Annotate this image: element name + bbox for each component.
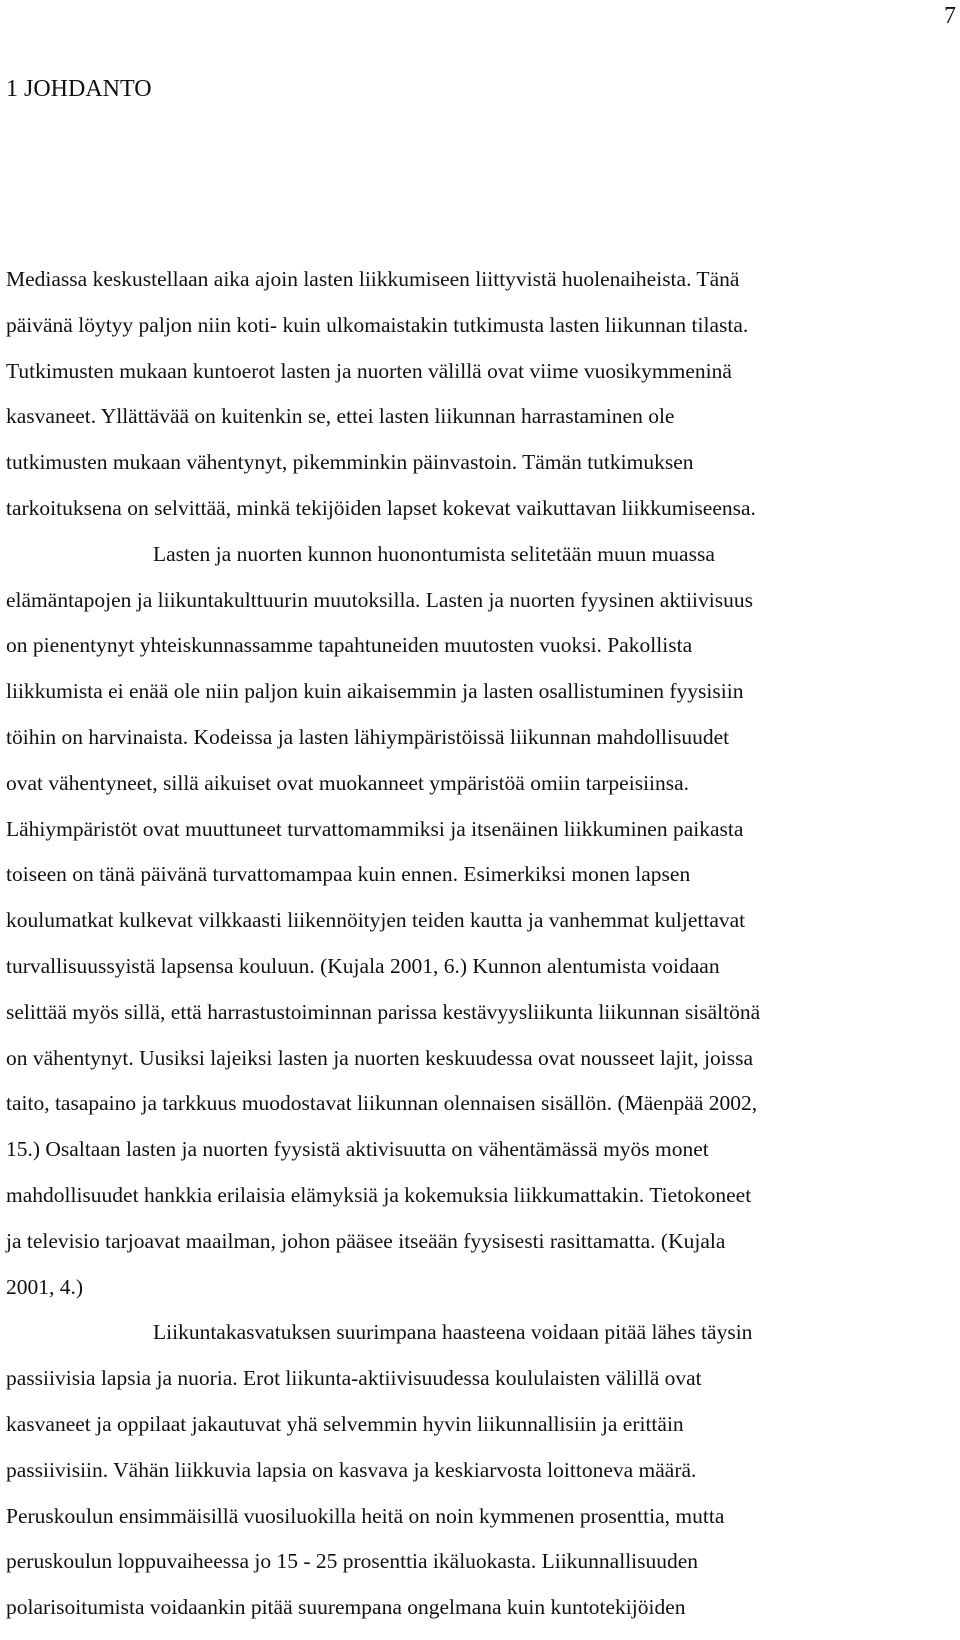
- text-line: elämäntapojen ja liikuntakulttuurin muutoksilla. Lasten ja nuorten fyysinen aktiivisuus: [6, 587, 753, 612]
- text-line: Lasten ja nuorten kunnon huonontumista selitetään muun muassa: [153, 541, 715, 566]
- text-line: töihin on harvinaista. Kodeissa ja lasten lähiympäristöissä liikunnan mahdollisuudet: [6, 724, 730, 749]
- text-line: ovat vähentyneet, sillä aikuiset ovat muokanneet ympäristöä omiin tarpeisiinsa.: [6, 770, 690, 795]
- text-line: kasvaneet. Yllättävää on kuitenkin se, ettei lasten liikunnan harrastaminen ole: [6, 404, 675, 429]
- paragraph: [6, 1310, 926, 1631]
- text-line: Liikuntakasvatuksen suurimpana haasteena voidaan pitää lähes täysin: [153, 1320, 753, 1345]
- text-line: on vähentynyt. Uusiksi lajeiksi lasten ja nuorten keskuudessa ovat nousseet lajit, joissa: [6, 1045, 753, 1070]
- text-line: liikkumista ei enää ole niin paljon kuin aikaisemmin ja lasten osallistuminen fyysisiin: [6, 679, 744, 704]
- text-line: tutkimusten mukaan vähentynyt, pikemminkin päinvastoin. Tämän tutkimuksen: [6, 450, 694, 475]
- text-line: kasvaneet ja oppilaat jakautuvat yhä selvemmin hyvin liikunnallisiin ja erittäin: [6, 1411, 684, 1436]
- text-line: passiivisiin. Vähän liikkuvia lapsia on kasvava ja keskiarvosta loittoneva määrä.: [6, 1457, 697, 1482]
- text-line: tarkoituksena on selvittää, minkä tekijöiden lapset kokevat vaikuttavan liikkumiseensa.: [6, 495, 756, 520]
- text-line: 15.) Osaltaan lasten ja nuorten fyysistä aktivisuutta on vähentämässä myös monet: [6, 1137, 709, 1162]
- text-line: ja televisio tarjoavat maailman, johon pääsee itseään fyysisesti rasittamatta. (Kujala: [6, 1228, 726, 1253]
- page-number: 7: [944, 3, 956, 29]
- paragraph: [6, 532, 926, 1311]
- text-line: Lähiympäristöt ovat muuttuneet turvattomammiksi ja itsenäinen liikkuminen paikasta: [6, 816, 744, 841]
- text-line: päivänä löytyy paljon niin koti- kuin ulkomaistakin tutkimusta lasten liikunnan tilasta.: [6, 312, 749, 337]
- text-line: taito, tasapaino ja tarkkuus muodostavat liikunnan olennaisen sisällön. (Mäenpää 2002,: [6, 1091, 758, 1116]
- text-line: polarisoitumista voidaankin pitää suurempana ongelmana kuin kuntotekijöiden: [6, 1595, 686, 1620]
- body-text: [6, 257, 926, 1631]
- text-line: on pienentynyt yhteiskunnassamme tapahtuneiden muutosten vuoksi. Pakollista: [6, 633, 693, 658]
- text-line: 2001, 4.): [6, 1274, 84, 1299]
- text-line: Mediassa keskustellaan aika ajoin lasten liikkumiseen liittyvistä huolenaiheista. Tänä: [6, 267, 740, 291]
- text-line: koulumatkat kulkevat vilkkaasti liikennöityjen teiden kautta ja vanhemmat kuljettavat: [6, 908, 746, 933]
- text-line: passiivisia lapsia ja nuoria. Erot liikunta-aktiivisuudessa koululaisten välillä ovat: [6, 1366, 702, 1391]
- text-line: turvallisuussyistä lapsensa kouluun. (Kujala 2001, 6.) Kunnon alentumista voidaan: [6, 953, 720, 978]
- text-line: selittää myös sillä, että harrastustoiminnan parissa kestävyysliikunta liikunnan sisältönä: [6, 999, 761, 1024]
- text-line: toiseen on tänä päivänä turvattomampaa kuin ennen. Esimerkiksi monen lapsen: [6, 862, 691, 887]
- paragraph: [6, 257, 926, 532]
- text-line: Tutkimusten mukaan kuntoerot lasten ja nuorten välillä ovat viime vuosikymmeninä: [6, 358, 732, 383]
- text-line: peruskoulun loppuvaiheessa jo 15 - 25 prosenttia ikäluokasta. Liikunnallisuuden: [6, 1549, 699, 1574]
- text-line: mahdollisuudet hankkia erilaisia elämyksiä ja kokemuksia liikkumattakin. Tietokoneet: [6, 1182, 752, 1207]
- chapter-heading: 1 JOHDANTO: [6, 76, 152, 102]
- text-line: Peruskoulun ensimmäisillä vuosiluokilla heitä on noin kymmenen prosenttia, mutta: [6, 1503, 725, 1528]
